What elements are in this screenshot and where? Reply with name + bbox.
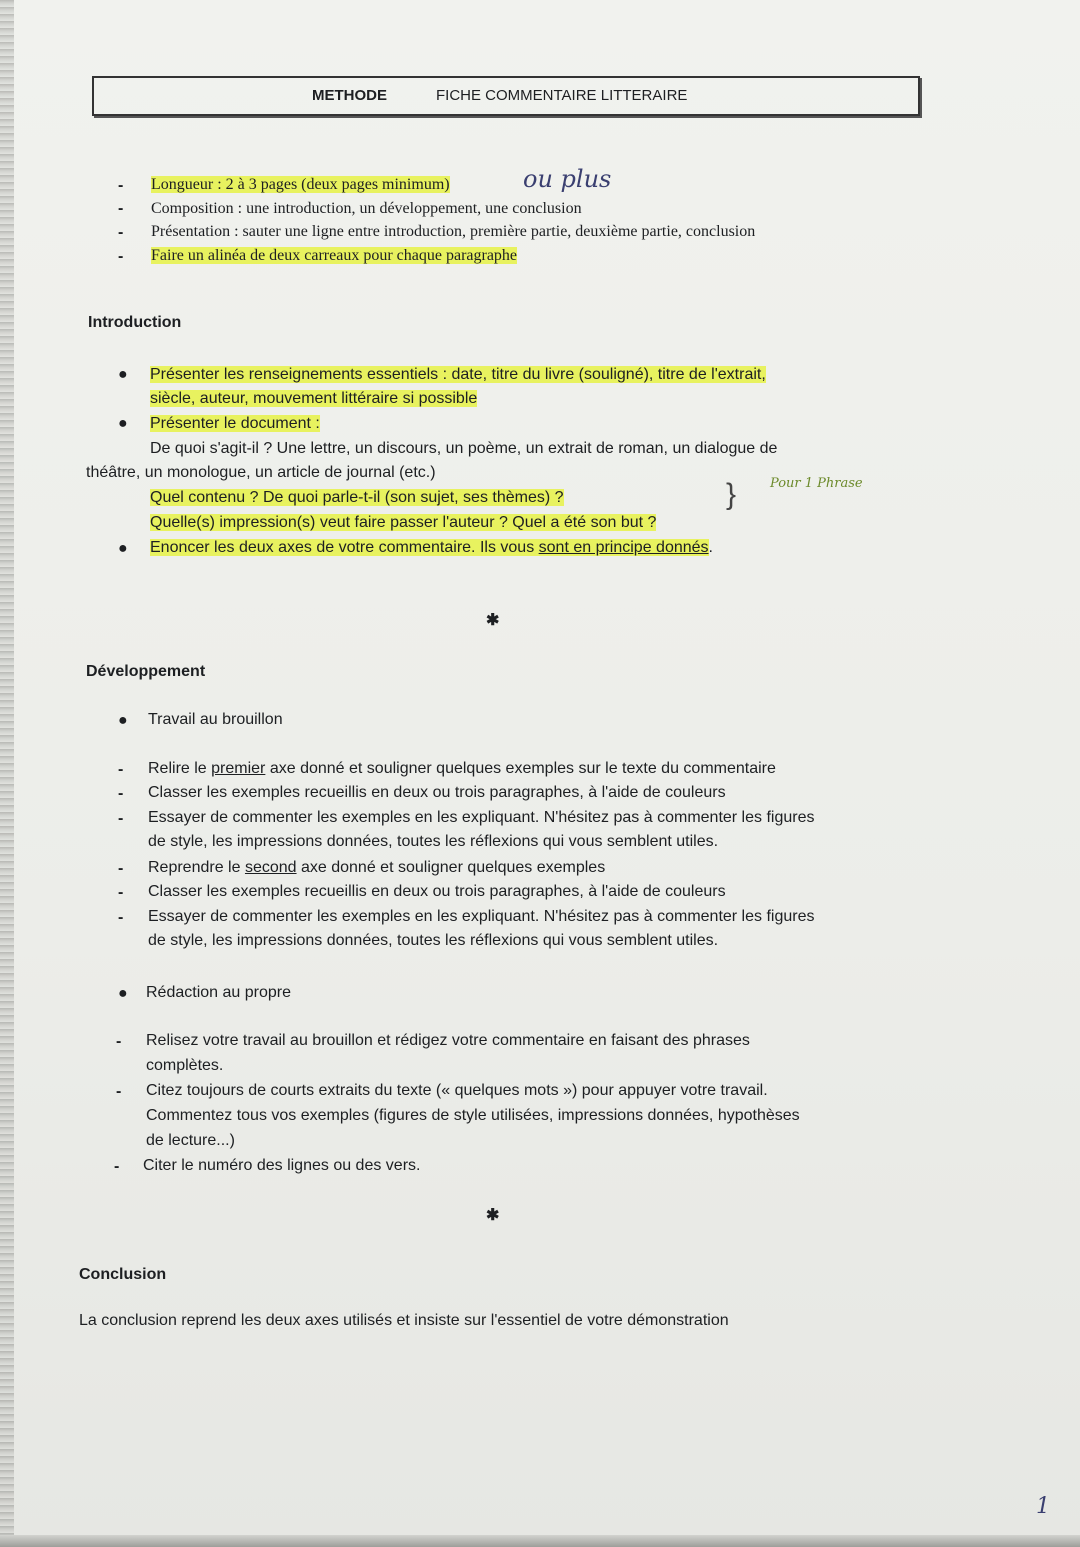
list-item-longueur: Longueur : 2 à 3 pages (deux pages minimum) [151, 176, 450, 193]
dev-item-6-line-1: Essayer de commenter les exemples en les expliquant. N'hésitez pas à commenter les figures [148, 908, 815, 925]
heading-conclusion: Conclusion [79, 1266, 167, 1283]
dash-bullet: - [118, 909, 124, 926]
dash-bullet: - [118, 177, 124, 194]
intro-question-1-line-2: théâtre, un monologue, un article de journal (etc.) [86, 464, 436, 481]
redac-item-1-line-2: complètes. [146, 1057, 224, 1074]
intro-bullet-2: Présenter le document : [150, 415, 320, 432]
intro-bullet-1-line-1: Présenter les renseignements essentiels : date, titre du livre (souligné), titre de l'extrait, [150, 366, 766, 383]
dot-bullet: ● [118, 985, 128, 1002]
dev-item-1: Relire le premier axe donné et souligner quelques exemples sur le texte du commentaire [148, 760, 776, 777]
subheading-brouillon: Travail au brouillon [148, 711, 283, 728]
dev-item-3-line-1: Essayer de commenter les exemples en les expliquant. N'hésitez pas à commenter les figures [148, 809, 815, 826]
dot-bullet: ● [118, 366, 128, 383]
list-item-alinea: Faire un alinéa de deux carreaux pour chaque paragraphe [151, 247, 518, 264]
intro-question-1-line-1: De quoi s'agit-il ? Une lettre, un discours, un poème, un extrait de roman, un dialogue de [150, 440, 778, 457]
intro-question-2: Quel contenu ? De quoi parle-t-il (son sujet, ses thèmes) ? [150, 489, 564, 506]
heading-introduction: Introduction [88, 314, 182, 331]
handwritten-ou-plus: ou plus [523, 165, 612, 193]
redac-item-1-line-1: Relisez votre travail au brouillon et rédigez votre commentaire en faisant des phrases [146, 1032, 750, 1049]
dash-bullet: - [118, 810, 124, 827]
dash-bullet: - [118, 761, 124, 778]
dash-bullet: - [116, 1033, 122, 1050]
subheading-propre: Rédaction au propre [146, 984, 291, 1001]
dash-bullet: - [118, 200, 124, 217]
dot-bullet: ● [118, 540, 128, 557]
dev-item-3-line-2: de style, les impressions données, toutes les réflexions qui vous semblent utiles. [148, 833, 719, 850]
page-left-edge [0, 0, 14, 1547]
separator-star: ✱ [486, 612, 500, 629]
dash-bullet: - [116, 1083, 122, 1100]
list-item-presentation: Présentation : sauter une ligne entre introduction, première partie, deuxième partie, conclusion [151, 223, 756, 240]
handwritten-brace: } [726, 478, 737, 511]
dev-item-6-line-2: de style, les impressions données, toutes les réflexions qui vous semblent utiles. [148, 932, 719, 949]
page-bottom-edge [0, 1535, 1080, 1547]
dev-item-4: Reprendre le second axe donné et souligner quelques exemples [148, 859, 606, 876]
dev-item-5: Classer les exemples recueillis en deux ou trois paragraphes, à l'aide de couleurs [148, 883, 726, 900]
dash-bullet: - [118, 248, 124, 265]
dash-bullet: - [118, 860, 124, 877]
separator-star: ✱ [486, 1207, 500, 1224]
conclusion-text: La conclusion reprend les deux axes utilisés et insiste sur l'essentiel de votre démonstration [79, 1312, 729, 1329]
title-fiche: FICHE COMMENTAIRE LITTERAIRE [436, 87, 688, 104]
dot-bullet: ● [118, 712, 128, 729]
dev-item-2: Classer les exemples recueillis en deux ou trois paragraphes, à l'aide de couleurs [148, 784, 726, 801]
dot-bullet: ● [118, 415, 128, 432]
intro-bullet-1-line-2: siècle, auteur, mouvement littéraire si possible [150, 390, 478, 407]
title-methode: METHODE [312, 87, 387, 104]
handwritten-margin-note: Pour 1 Phrase [770, 476, 863, 491]
dash-bullet: - [114, 1158, 120, 1175]
intro-bullet-3: Enoncer les deux axes de votre commentaire. Ils vous sont en principe donnés. [150, 539, 713, 556]
redac-item-3-line-2: de lecture...) [146, 1132, 235, 1149]
dash-bullet: - [118, 884, 124, 901]
heading-developpement: Développement [86, 663, 206, 680]
title-box [92, 76, 920, 116]
dash-bullet: - [118, 224, 124, 241]
intro-question-3: Quelle(s) impression(s) veut faire passer l'auteur ? Quel a été son but ? [150, 514, 657, 531]
dash-bullet: - [118, 785, 124, 802]
list-item-composition: Composition : une introduction, un développement, une conclusion [151, 200, 582, 217]
handwritten-page-number: 1 [1036, 1494, 1050, 1519]
redac-item-2: Citez toujours de courts extraits du texte (« quelques mots ») pour appuyer votre travail. [146, 1082, 768, 1099]
redac-item-4: Citer le numéro des lignes ou des vers. [143, 1157, 421, 1174]
redac-item-3-line-1: Commentez tous vos exemples (figures de style utilisées, impressions données, hypothèses [146, 1107, 800, 1124]
